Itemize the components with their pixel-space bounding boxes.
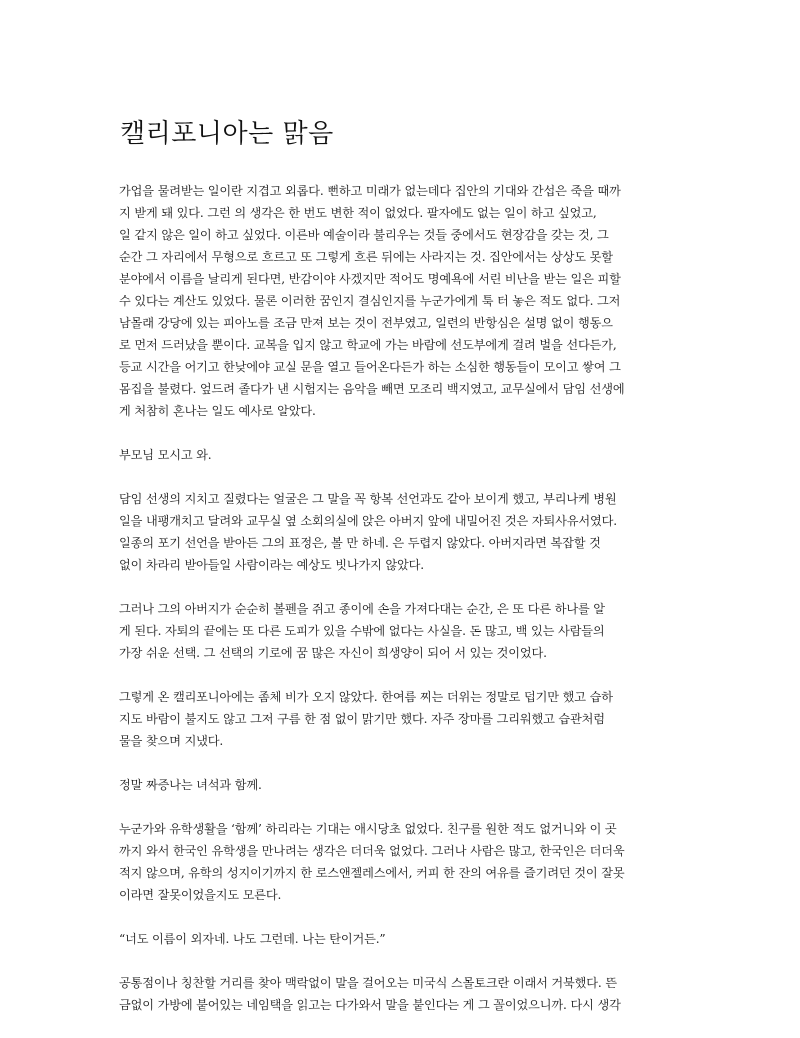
text-line: 까지 와서 한국인 유학생을 만나려는 생각은 더더욱 없었다. 그러나 사람은 많고, 한국인은 더더욱 (119, 844, 625, 858)
paragraph (119, 180, 685, 422)
text-line: 공통점이나 칭찬할 거리를 찾아 맥락없이 말을 걸어오는 미국식 스몰토크란 이래서 거북했다. 뜬 (119, 976, 617, 990)
text-line: 없이 차라리 받아들일 사람이라는 예상도 빗나가지 않았다. (119, 558, 425, 572)
text-line: 게 된다. 자퇴의 끝에는 또 다른 도피가 있을 수밖에 없다는 사실을. 돈 많고, 백 있는 사람들의 (119, 624, 605, 638)
text-line: 등교 시간을 어기고 한낮에야 교실 문을 열고 들어온다든가 하는 소심한 행동들이 모이고 쌓여 그 (119, 360, 621, 374)
paragraph (119, 818, 685, 906)
text-line: 적지 않으며, 유학의 성지이기까지 한 로스앤젤레스에서, 커피 한 잔의 여유를 즐기려던 것이 잘못 (119, 866, 625, 880)
text-line: 가업을 물려받는 일이란 지겹고 외롭다. 뻔하고 미래가 없는데다 집안의 기대와 간섭은 죽을 때까 (119, 184, 621, 198)
text-line: 분야에서 이름을 날리게 된다면, 반감이야 사겠지만 적어도 명예욕에 서린 비난을 받는 일은 피할 (119, 272, 621, 286)
text-line: 그렇게 온 캘리포니아에는 좀체 비가 오지 않았다. 한여름 찌는 더위는 정말로 덥기만 했고 습하 (119, 690, 613, 704)
text-line: 게 처참히 혼나는 일도 예사로 알았다. (119, 404, 316, 418)
paragraph (119, 928, 685, 950)
paragraph (119, 972, 685, 1016)
text-line: 물을 찾으며 지냈다. (119, 734, 224, 748)
text-line: 수 있다는 계산도 있었다. 물론 이러한 꿈인지 결심인지를 누군가에게 툭 터 놓은 적도 없다. 그저 (119, 294, 621, 308)
paragraph (119, 686, 685, 752)
text-line: 금없이 가방에 붙어있는 네임택을 읽고는 다가와서 말을 붙인다는 게 그 꼴이었으니까. 다시 생각 (119, 998, 621, 1012)
paragraph (119, 444, 685, 466)
text-line: “너도 이름이 외자네. 나도 그런데. 나는 탄이거든.” (119, 932, 386, 946)
text-line: 일을 내팽개치고 달려와 교무실 옆 소회의실에 앉은 아버지 앞에 내밀어진 것은 자퇴사유서였다. (119, 514, 617, 528)
text-line: 누군가와 유학생활을 ‘함께’ 하리라는 기대는 애시당초 없었다. 친구를 원한 적도 없거니와 이 곳 (119, 822, 617, 836)
text-line: 가장 쉬운 선택. 그 선택의 기로에 꿈 많은 자신이 희생양이 되어 서 있는 것이었다. (119, 646, 547, 660)
text-line: 이라면 잘못이었을지도 모른다. (119, 888, 282, 902)
paragraph (119, 488, 685, 576)
text-line: 부모님 모시고 와. (119, 448, 212, 462)
paragraph (119, 774, 685, 796)
text-line: 지도 바람이 불지도 않고 그저 구름 한 점 없이 맑기만 했다. 자주 장마를 그리워했고 습관처럼 (119, 712, 605, 726)
text-line: 지 받게 돼 있다. 그런 의 생각은 한 번도 변한 적이 없었다. 팔자에도 없는 일이 하고 싶었고, (119, 206, 597, 220)
text-line: 담임 선생의 지치고 질렸다는 얼굴은 그 말을 꼭 항복 선언과도 같아 보이게 했고, 부리나케 병원 (119, 492, 617, 506)
text-line: 로 먼저 드러났을 뿐이다. 교복을 입지 않고 학교에 가는 바람에 선도부에게 걸려 벌을 선다든가, (119, 338, 617, 352)
text-line: 일종의 포기 선언을 받아든 그의 표정은, 볼 만 하네. 은 두렵지 않았다. 아버지라면 복잡할 것 (119, 536, 601, 550)
text-line: 순간 그 자리에서 무형으로 흐르고 또 그렇게 흐른 뒤에는 사라지는 것. 집안에서는 상상도 못할 (119, 250, 613, 264)
text-line: 그러나 그의 아버지가 순순히 볼펜을 쥐고 종이에 손을 가져다대는 순간, 은 또 다른 하나를 알 (119, 602, 605, 616)
document-title: 캘리포니아는 맑음 (120, 119, 334, 149)
text-line: 일 같지 않은 일이 하고 싶었다. 이른바 예술이라 불리우는 것들 중에서도 현장감을 갖는 것, 그 (119, 228, 609, 242)
text-line: 정말 짜증나는 녀석과 함께. (119, 778, 262, 792)
text-line: 몸집을 불렸다. 엎드려 졸다가 낸 시험지는 음악을 빼면 모조리 백지였고, 교무실에서 담임 선생에 (119, 382, 625, 396)
document-body (119, 180, 685, 1038)
paragraph (119, 598, 685, 664)
text-line: 남몰래 강당에 있는 피아노를 조금 만져 보는 것이 전부였고, 일련의 반항심은 설명 없이 행동으 (119, 316, 613, 330)
